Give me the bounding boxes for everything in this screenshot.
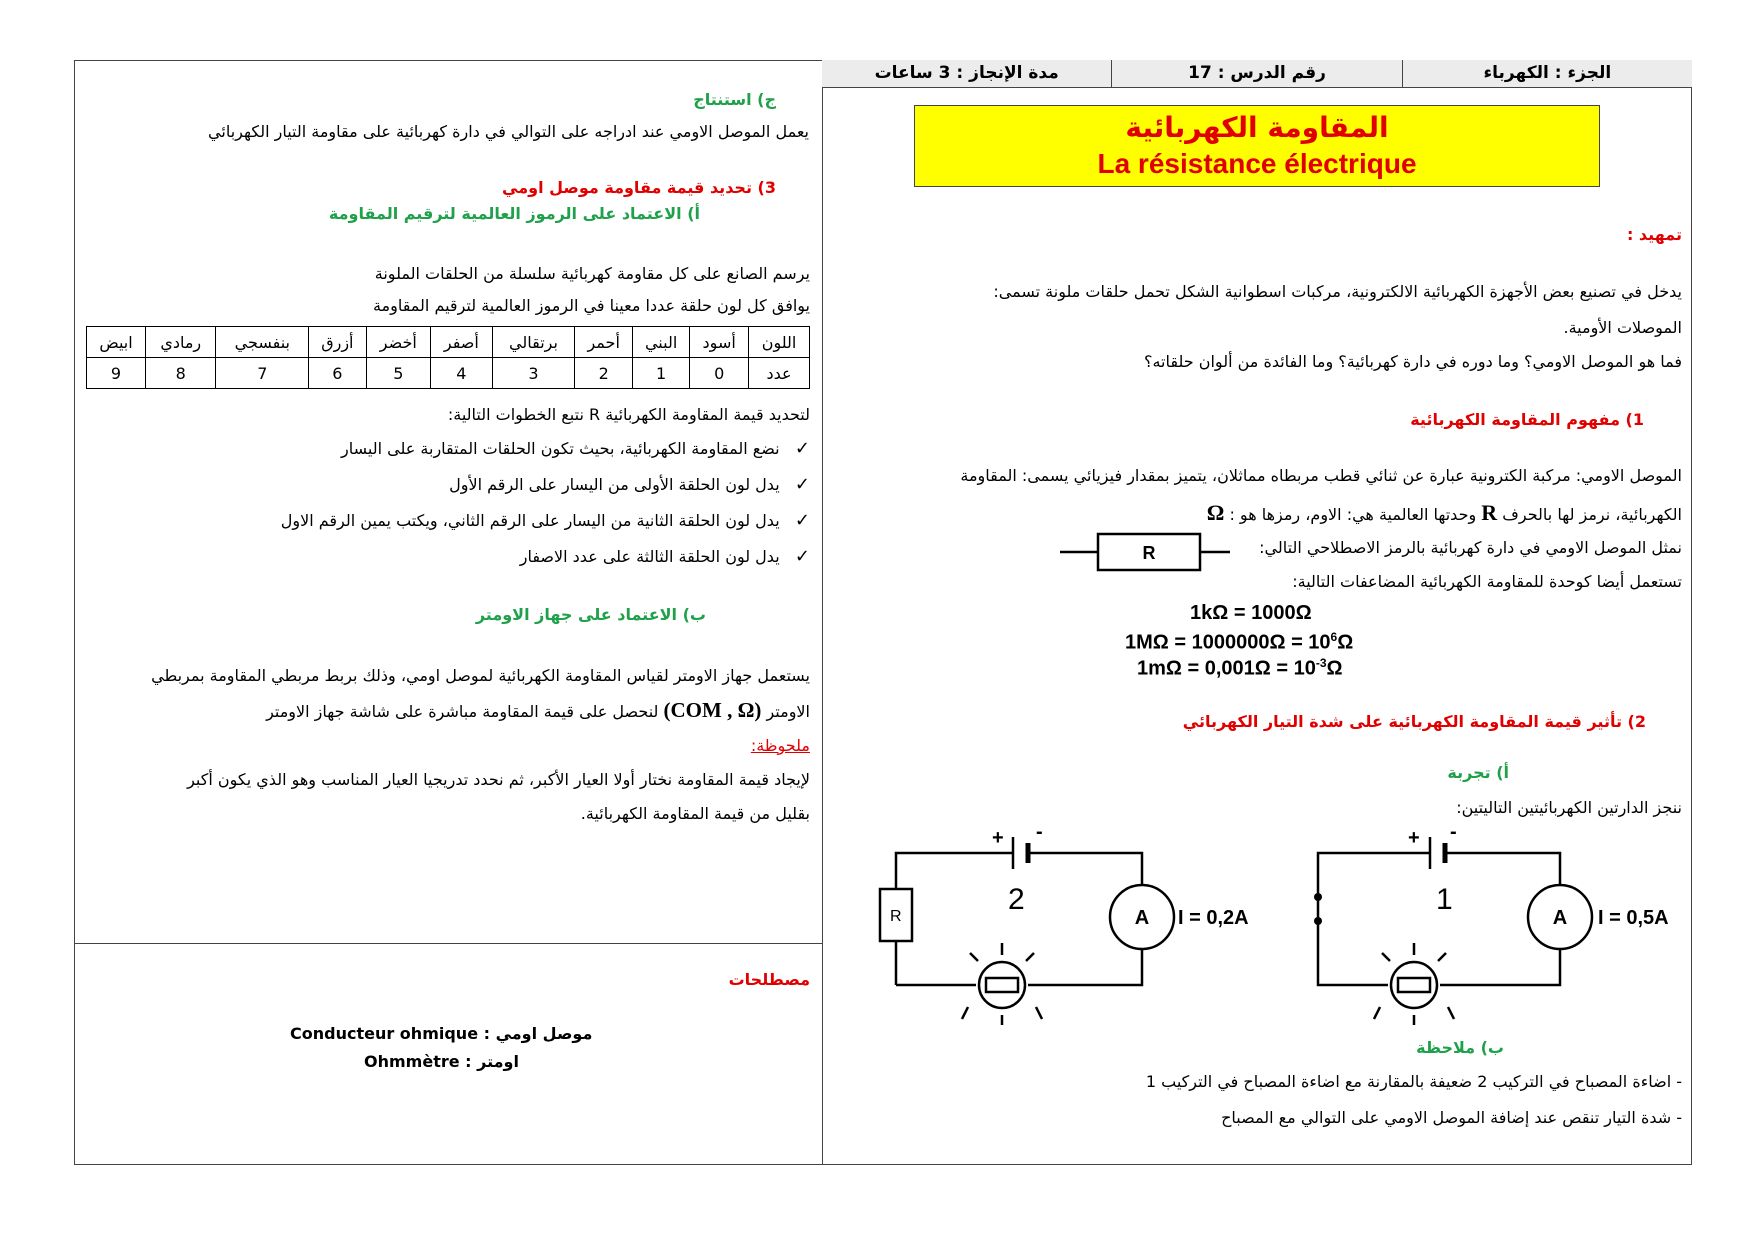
check-icon: ✓ bbox=[794, 510, 810, 531]
terms-divider bbox=[74, 943, 823, 944]
section2-sub-a: أ) تجربة bbox=[1447, 763, 1509, 782]
title-arabic: المقاومة الكهربائية bbox=[1125, 111, 1389, 144]
term-ohmic-conductor: موصل اومي : Conducteur ohmique bbox=[290, 1024, 593, 1043]
formula-milli-unit: Ω bbox=[1326, 657, 1343, 680]
table-header-number: عدد bbox=[749, 358, 810, 389]
section3-line-2: يوافق كل لون حلقة عددا معينا في الرموز العالمية لترقيم المقاومة bbox=[372, 296, 810, 315]
step-text: يدل لون الحلقة الأولى من اليسار على الرقم الأول bbox=[449, 475, 780, 494]
section2-sub-b: ب) ملاحظة bbox=[1416, 1038, 1504, 1057]
formula-mega-unit: Ω bbox=[1337, 631, 1354, 654]
table-cell: 1 bbox=[632, 358, 689, 389]
table-header-color: اللون bbox=[749, 327, 810, 358]
table-cell: رمادي bbox=[146, 327, 216, 358]
ohmmeter-line-2 bbox=[266, 698, 810, 723]
terms-heading: مصطلحات bbox=[728, 970, 810, 989]
observation-1: - اضاءة المصباح في التركيب 2 ضعيفة بالمقارنة مع اضاءة المصباح في التركيب 1 bbox=[1145, 1072, 1682, 1091]
lesson-header bbox=[822, 60, 1692, 88]
table-row bbox=[87, 358, 810, 389]
header-part: الجزء : الكهرباء bbox=[1402, 60, 1692, 87]
circuit-2-ammeter: A bbox=[1134, 907, 1150, 929]
letter-r: R bbox=[1481, 500, 1498, 525]
formula-mega-base: 1MΩ = 1000000Ω = 10 bbox=[1125, 631, 1331, 654]
intro-heading: تمهيد : bbox=[1626, 225, 1682, 244]
circuit-2-resistor-label: R bbox=[890, 908, 902, 925]
table-cell: 5 bbox=[366, 358, 431, 389]
table-cell: بنفسجي bbox=[216, 327, 309, 358]
header-lesson-number: رقم الدرس : 17 bbox=[1111, 60, 1401, 87]
observation-2: - شدة التيار تنقص عند إضافة الموصل الاومي على التوالي مع المصباح bbox=[1221, 1108, 1682, 1127]
step-text: يدل لون الحلقة الثانية من اليسار على الرقم الثاني، ويكتب يمين الرقم الاول bbox=[280, 511, 780, 530]
formula-milli-base: 1mΩ = 0,001Ω = 10 bbox=[1137, 657, 1316, 680]
table-cell: أزرق bbox=[309, 327, 366, 358]
table-cell: ابيض bbox=[87, 327, 146, 358]
section1-line-2 bbox=[1207, 500, 1682, 526]
section1-heading: 1) مفهوم المقاومة الكهربائية bbox=[1410, 410, 1644, 429]
table-cell: أسود bbox=[690, 327, 749, 358]
resistor-symbol-label: R bbox=[1142, 543, 1156, 563]
circuit-1-number: 1 bbox=[1436, 883, 1453, 916]
step-item bbox=[520, 546, 810, 567]
table-cell: أحمر bbox=[575, 327, 633, 358]
check-icon: ✓ bbox=[794, 474, 810, 495]
table-cell: 8 bbox=[146, 358, 216, 389]
section1-line-3: نمثل الموصل الاومي في دارة كهربائية بالرمز الاصطلاحي التالي: bbox=[1259, 538, 1682, 557]
step-item bbox=[281, 510, 810, 531]
check-icon: ✓ bbox=[794, 438, 810, 459]
table-cell: 9 bbox=[87, 358, 146, 389]
ohmmeter-line-2a: الاومتر bbox=[766, 702, 810, 721]
circuit-2 bbox=[870, 825, 1290, 1025]
circuit-2-minus: - bbox=[1036, 825, 1043, 843]
check-icon: ✓ bbox=[794, 546, 810, 567]
section3-sub-a: أ) الاعتماد على الرموز العالمية لترقيم المقاومة bbox=[328, 204, 700, 223]
intro-line-2: الموصلات الأومية. bbox=[1563, 318, 1682, 337]
circuit-1 bbox=[1300, 825, 1690, 1025]
section1-line-1: الموصل الاومي: مركبة الكترونية عبارة عن ثنائي قطب مربطاه مماثلان، يتميز بمقدار فيزيائي يسمى: المقاومة bbox=[960, 466, 1682, 485]
title-french: La résistance électrique bbox=[1097, 148, 1417, 179]
steps-intro: لتحديد قيمة المقاومة الكهربائية R نتبع الخطوات التالية: bbox=[447, 405, 810, 424]
omega-symbol: Ω bbox=[1206, 500, 1225, 525]
note-line-1: لإيجاد قيمة المقاومة نختار أولا العيار الأكبر، ثم نحدد تدريجيا العيار المناسب وهو الذي يكون أكبر bbox=[187, 770, 810, 789]
step-text: يدل لون الحلقة الثالثة على عدد الاصفار bbox=[519, 547, 780, 566]
circuit-1-plus: + bbox=[1408, 827, 1420, 849]
section1-line-2a: الكهربائية، نرمز لها بالحرف bbox=[1502, 505, 1682, 524]
section3-heading: 3) تحديد قيمة مقاومة موصل اومي bbox=[502, 178, 776, 197]
circuit-2-number: 2 bbox=[1008, 883, 1025, 916]
section2-heading: 2) تأثير قيمة المقاومة الكهربائية على شدة التيار الكهربائي bbox=[1182, 712, 1646, 731]
formula-mega-exponent: 6 bbox=[1330, 630, 1338, 644]
note-line-2: بقليل من قيمة المقاومة الكهربائية. bbox=[580, 804, 810, 823]
resistor-symbol bbox=[1060, 530, 1230, 576]
ohmmeter-line-1: يستعمل جهاز الاومتر لقياس المقاومة الكهربائية لموصل اومي، وذلك بربط مربطي المقاومة بمربطي bbox=[151, 666, 810, 685]
table-cell: برتقالي bbox=[492, 327, 575, 358]
conclusion-heading: ج) استنتاج bbox=[693, 90, 776, 109]
formula-milli bbox=[1137, 656, 1343, 681]
circuit-2-plus: + bbox=[992, 827, 1004, 849]
intro-line-3: فما هو الموصل الاومي؟ وما دوره في دارة كهربائية؟ وما الفائدة من ألوان حلقاته؟ bbox=[1143, 352, 1682, 371]
intro-line-1: يدخل في تصنيع بعض الأجهزة الكهربائية الالكترونية، مركبات اسطوانية الشكل تحمل حلقات ملونة تسمى: bbox=[993, 282, 1682, 301]
table-row bbox=[87, 327, 810, 358]
circuit-2-current: I = 0,2A bbox=[1178, 907, 1249, 929]
step-item bbox=[341, 438, 810, 459]
formula-milli-exponent: -3 bbox=[1315, 656, 1327, 670]
note-heading: ملحوظة: bbox=[750, 736, 810, 755]
section2-intro: ننجز الدارتين الكهربائيتين التاليتين: bbox=[1456, 798, 1682, 817]
column-divider bbox=[822, 60, 823, 1165]
table-cell: 4 bbox=[431, 358, 492, 389]
header-duration: مدة الإنجاز : 3 ساعات bbox=[874, 63, 1059, 83]
ohmmeter-line-2b: لنحصل على قيمة المقاومة مباشرة على شاشة جهاز الاومتر bbox=[266, 702, 659, 721]
table-cell: أخضر bbox=[366, 327, 431, 358]
formula-kilo: 1kΩ = 1000Ω bbox=[1190, 602, 1312, 624]
formula-mega bbox=[1125, 630, 1353, 655]
table-cell: 0 bbox=[690, 358, 749, 389]
circuit-1-minus: - bbox=[1450, 825, 1457, 843]
section1-line-4: تستعمل أيضا كوحدة للمقاومة الكهربائية المضاعفات التالية: bbox=[1292, 572, 1682, 591]
section3-sub-b: ب) الاعتماد على جهاز الاومتر bbox=[475, 605, 706, 624]
circuit-1-ammeter: A bbox=[1552, 907, 1568, 929]
table-cell: 2 bbox=[575, 358, 633, 389]
table-cell: 3 bbox=[492, 358, 575, 389]
term-ohmmeter: اومتر : Ohmmètre bbox=[364, 1052, 519, 1071]
section3-line-1: يرسم الصانع على كل مقاومة كهربائية سلسلة من الحلقات الملونة bbox=[374, 264, 810, 283]
color-code-table bbox=[86, 326, 810, 389]
section1-line-2b: وحدتها العالمية هي: الاوم، رمزها هو : bbox=[1229, 505, 1477, 524]
table-cell: 6 bbox=[309, 358, 366, 389]
table-cell: البني bbox=[632, 327, 689, 358]
circuit-1-current: I = 0,5A bbox=[1598, 907, 1669, 929]
step-item bbox=[449, 474, 810, 495]
conclusion-text: يعمل الموصل الاومي عند ادراجه على التوالي في دارة كهربائية على مقاومة التيار الكهربائي bbox=[208, 122, 809, 141]
table-cell: 7 bbox=[216, 358, 309, 389]
table-cell: أصفر bbox=[431, 327, 492, 358]
com-omega-terminals: (COM , Ω) bbox=[663, 698, 762, 722]
step-text: نضع المقاومة الكهربائية، بحيث تكون الحلقات المتقاربة على اليسار bbox=[341, 439, 780, 458]
title-box bbox=[914, 105, 1600, 187]
